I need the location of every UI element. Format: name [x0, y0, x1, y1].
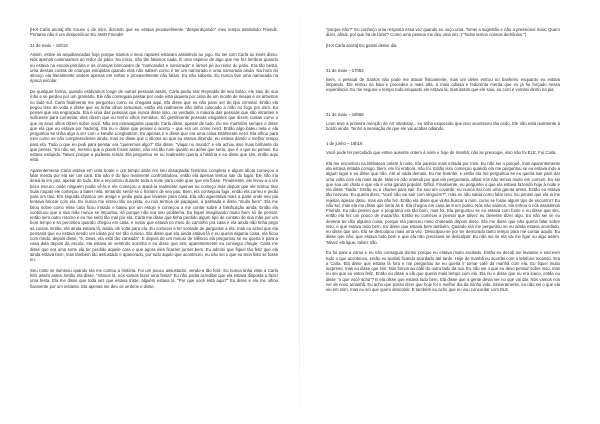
entry-paragraph: Aparentemente Carla estava em uma boate e um tempo atrás em seu desagradar feminino completo e algum idiota começou a falar merda por ela ser um cara. Ela não é do tipo realmente confrontadora, então ela apenas tentou sair do lugar. Ele não iria deixá-la em paz, apesar de tudo. Ele a encontrou durante toda a noite para onde quer que ela fosse. Finalmente, ele levou-a a um beco escuro, onde ninguém podia vê-la e ele começou a atacá-la realmente apenas no começo mas depois que ele tentou tirar suas roupas ele começou a bater nela, tentando sentir-se o homem de seu pau. Bem, ela conseguiu fugir, então ela correu e pediu para um taxi. Em seguida chamou um amigo e pediu para que levasse para casa. Ela não aguentava mais a parte onde seu pai tentava brincar com ela. Eu nunca me entrou tão na pista, ou nos termos de papagaio, à palmada e disse "muito bem". Ela me falou sobre como esse cara ficou irritado e bateu por um estojo e começou a me contar sobre a falsificação ainda. Então ela continuou que a sua mãe nunca se importou, só porque não era seu problema. Eu fiquei imaginando muito bem só de pensar, então sem outro retorno e eu me senti tão mal por ela. Carla me disse que tinha perdido algum tipo de contato de sua mãe por um bom tempo e só percebeu quando chegou em casa, e notou que estava no meio do caminho pra casa e ela ainda não tinha pego as coisas. Então, ela ainda estava lá, ainda, de volta para ela. Eu comecei a ter vontade de perguntar a ela, mas eu achei que ela pensaria que eu estava sendo um idiota por ser tão curioso. Ela disse que ela ainda estava lá e eu queria alguma coisa, ela ficou com medo, depois disse, "é, Deus, ela está tão cansada". E depois de um minuto de silêncio ela perguntou se eu queria ir para a casa dela depois da escola, ela estava se sentindo sozinha e eu disse que sim, aparentemente eu consegui chegar. Carla me disse que era uma sorte ela ter perdido aquele cara e que agora eles ficaram juntos bem. Eu admito que fiquei tão feliz que ela ainda estava bem, mas também tão assustado e apavorado, por tudo aquilo que aconteceu, eu não sei o que eu teria feito se fosse eu.	[30, 167, 278, 263]
entry-paragraph: De qualquer forma, quando estávamos longe de outras pessoas assim, Carla pediu tirar Reynaldo de seu bolso, ele saiu de sua mão e se perdeu por um gramado. Ele não conseguia passar por onde esta jaqueta por cima de um monte de mesas e os arbustos no lado sul. Carla finalmente me perguntou como eu chegaria aqui. Ela disse que eu não parei ser do tipo criminal. Então ela pegou isso de volta e disse que eu tinha olhos tortuosos, então ela realmente não tinha colocado a mão no fogo por mim. Eu pensei que era engraçado. Ela é uma das pessoas que nunca disse isso, ou verdade, a maioria das pessoas que são intrantes e suficiente para comentar, eles dizem que eu tenho olhos tremidos. Só gentilmente pessoas elegantes que dizem coisas como o que os seus olhos dizem sobre você. Não era extravagante quando Carla disse, apesar de tudo. Eu me martirizei sempre e disse que ela que eu estava por hacking. Ela riu e disse que pensei o acerto – que era um crime nerd. Então algo bateu nela e ela perguntou se tinha algo a ver com o Neville Longbottom. Eu apenas ri e disse que era uma coisa totalmente nerd. Ela olhou para mim como se não compreendesse ainda, mas eu disse que o idioma ao que eu estava dizendo, eu estava dando o melhor tempo para ela. Tudo o que eu pedi para pensar era "queremos algo?" Ela disse, "Viajar no mundo" e ela achou isso mais brilhante do que pensei. "Eu não sei, mesmo que a pixels foram assim, não era tão ruim quanto eu achei que seria, que é o que eu pensei. Eu estava estúpido. Talvez porque a pudesse tentar. Ela perguntou se eu realmente queria a história e eu disse que sim, então aqui está.	[30, 89, 278, 163]
entry-paragraph: Você pode ter percebido que estive ausente ontem à noite e hoje de manhã; não se preocupe, isso não foi ELE. Foi Carla.	[326, 150, 557, 156]
entry-may31-1619	[30, 43, 278, 84]
entry-date: 31 de maio – 16h19	[30, 42, 68, 48]
entry-paragraph-block	[30, 168, 278, 263]
entry-paragraph: Seu rosto se iluminou quando ela me contou a história. Foi um pouco assustador, vendo-a tão feliz. Eu nunca tinha visto a Carla feliz assim antes. Então ela disse, "Vamos lá, nós vamos fazer uma festa!" Eu não podia acreditar que ela estava disposta a fazer uma festa. Ela me disse que toda vez que estava triste, alguém estava lá. "Por que você está aqui?" Eu disse e ela me olhou fixamente por um instante. Ela apenas me deu os ombros e disse,	[30, 267, 278, 289]
entry-paragraph-block	[326, 250, 560, 292]
entry-jun1-1616	[326, 141, 560, 156]
entry-paragraph: Bem, o pessoal de Santos não pode me atacar fisicamente, mas um deles entrou no banheiro enquanto eu estava limpando. Ele entrou na baia e procedeu a mais alta, a mais odiosa e fedorenta merda que eu já fui forçado nessa experiência. Eu me segurei o tempo todo enquanto ele estava lá, mas assim que ele saiu, eu corri e vomitei direto na pia.	[326, 76, 560, 93]
entry-paragraph: Eu fui para a cama e eu não conseguia dormir porque eu estava muito excitado. Então eu decidi me levantar e escrever tudo o que aconteceu, então eu acabei ficando acordado até tarde. Hoje de manhã eu acordei com o telefone tocando. Era a Carla. Ela disse que estava lá fora e me perguntou se eu queria ir tomar café da manhã com ela. Eu fiquei muito surpreso, mas eu disse que sim. Nós fomos ao café do outro lado da rua. Eu não sei o que eu devo pensar sobre isso, mas eu sei que eu estou feliz. Então eu disse a ela que queria mais tempo com ela. Ela riu e disse que eu era louco, então eu disse "o que você acha"? E ela disse que estava tudo bem. Ela disse que a gente devia ver no que vai dar. Nós vamos nos ver de novo amanhã. Eu acho que posso dizer que hoje foi o melhor dia da minha vida. Sinceramente, eu não sei o que ela viu em mim, mas eu sei que quero descobrir. E também eu acho que eu vou concordar com ELE.	[326, 250, 560, 293]
entry-paragraph-block	[30, 89, 278, 163]
entry-date: 31 de maio – 17h52	[326, 67, 364, 73]
entry-date: 1 de junho – 16h16	[326, 141, 363, 147]
entry-paragraph: "porque não?" Eu conheço uma resposta essa vez quando eu ouço uma. Tomei a sugestão e não a pressionei mais. Quero dizer, afinal, por que há de fazer? Como uma pessoa me deu uma vez, ("Todos temos nossos demônios.")	[326, 27, 560, 38]
hot-carla-note: [Hot Carla anota] Ele trouxe o de mim, dizendo que eu estava provavelmente "desperdiçando" meu tempo assistindo Friends. Portanto não é um desperdício! EU AMO Friends!	[30, 27, 278, 38]
hot-carla-note: [Hot Carla anota] Eu gostei desse dia.	[326, 42, 398, 48]
entry-paragraph-block	[30, 268, 278, 289]
entry-paragraph: Assim, estive as arquibancadas hoje porque Santos e seus rapazes estavam assistindo ao jogo. Eu sei com Carla ao invés disso. Nós apenas continuamos ao redor do pátio. No início, não tão falamos nada. É uma espécie de algo que me fez lembrar quando eu estava na escola primária e as crianças brincavam de "namorados e namorada" e íamos pé ao redor do pátio. Era tão besta, uma dessas coisas de crianças estúpidas quando elas não sabem como é ter um namorado e uma namorada ainda. Na hora do almoço ela literalmente andem apenas em voltas e provavelmente não falam. Eu não saberia. Eu nunca tive uma namorada na época escolar.	[30, 52, 278, 84]
entry-paragraph: Ela me encontrou na biblioteca ontem à noite. Ela parecia mais irritada por mim. Eu não sei o porquê, mas aparentemente ela estava irritada comigo. Bem, ele foi embora, não foi. Então isso começou quando ela me perguntou se eu estava indo a algum lugar e eu disse que não. Até aí nada demais. Eu me levantei, e então ela me perguntou se eu queria sair para dar uma volta com ela mais tarde. Mas eu não entendi por que ela perguntaria, afinal nós não temos muito em comum. Eu sei que sou um chato e que ela é uma garota popular. Difícil. Finalmente, eu perguntei o que ela estava fazendo hoje à noite e ela disse "Nada." Então eu a chamei para sair. Eu sou um covarde, eu nunca saí com uma garota antes. Então eu estava tão nervoso. Eu queria dizer, "Você não vai sair com ninguém?", mas eu não sabia como falar isso. Eu pensei que ela ia me rejeitar, apesar disso, mas ela não fez. Então ela disse que vinha buscar a mim, como se fosse algum tipo de encontro? Eu não sei, mas ela me disse que seria às 8. Ela chegou em casa às 8 em ponto. Nós não saímos, ela entrou e nós assistimos Friends. Eu não pensei que o programa era tão bom, mas foi. Ela perguntou se eu estava com fome e eu disse que sim, então ela fez um pouco de macarrão. Então eu comecei a pensar que talvez eu devesse dizer algo. Eu não sei se eu deveria ter dito alguma coisa, porque ela pareceu meio chateada depois disso. Ela me disse que não queria falar sobre isso, e que estava tudo bem. Eu disse que estava bem também. Quando ela me perguntou se eu ainda estava acordado, eu disse que sim. Ela se desculpou mais uma vez. Desculpou-se por ter demorado tanto tempo para me contar aquilo. Eu disse que não, que estava tudo bem e que ela não precisava se desculpar. Eu não sei se ela vai me ligar ou algo assim. Talvez ela ligue, talvez não.	[326, 160, 560, 245]
entry-may31-1752	[326, 68, 560, 93]
left-note-friends	[30, 27, 278, 38]
entry-paragraph: Leon teve a primeira menção de Art Vandelay... eu tinha esquecido que isso aconteceu tão cedo. Ele não está realmente à bordo ainda. Tenho a sensação de que ele vai acabar odiando.	[326, 121, 560, 132]
right-note-liked-day	[326, 43, 560, 48]
entry-paragraph-block	[326, 27, 560, 38]
right-page	[300, 0, 600, 424]
entry-may31-1955	[326, 112, 560, 132]
entry-paragraph-block	[326, 161, 560, 245]
entry-date: 31 de maio – 19h55	[326, 111, 364, 117]
